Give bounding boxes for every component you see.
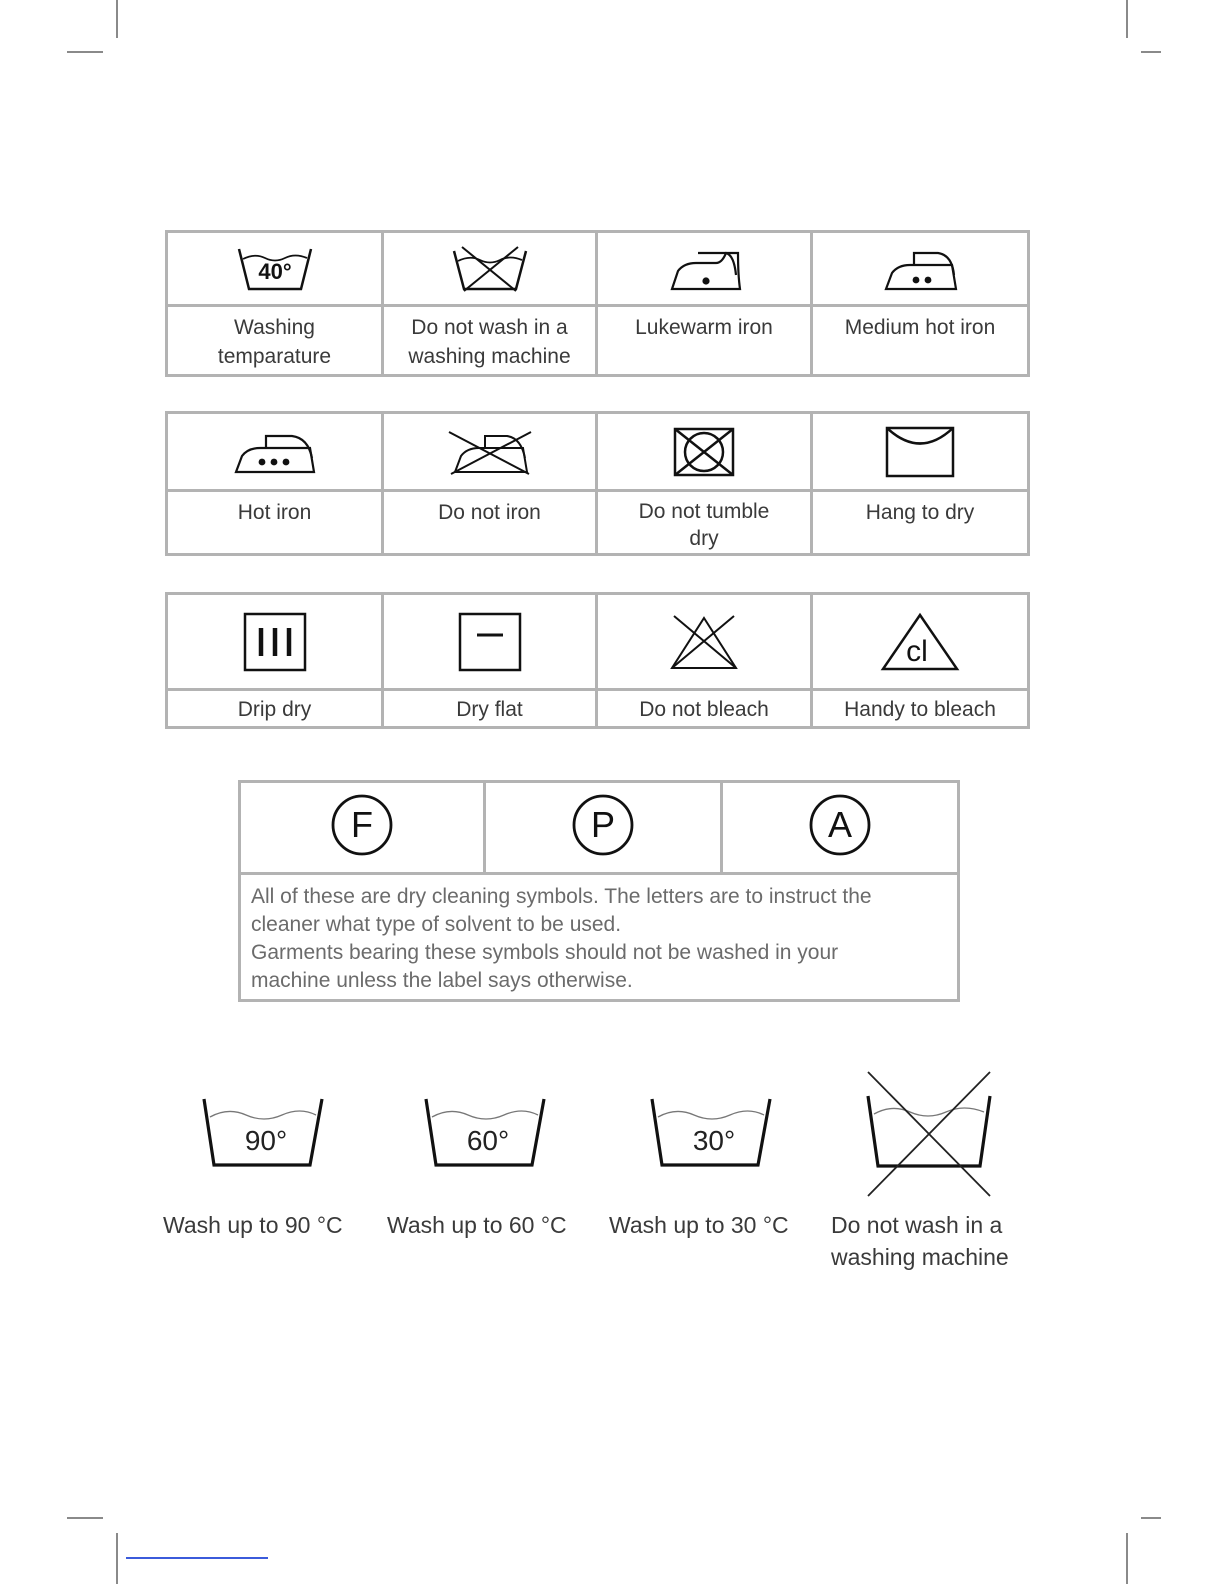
label-hot-iron: Hot iron — [237, 501, 312, 524]
dry-cleaning-text-line-1: All of these are dry cleaning symbols. The letters are to instruct the — [251, 885, 872, 908]
wash-90-temp: 90° — [244, 1125, 288, 1156]
wash-temp-text: 40° — [257, 258, 292, 284]
crop-mark-bottom-left-v — [116, 1533, 118, 1584]
crop-mark-bottom-right-h — [1141, 1517, 1161, 1519]
symbol-cell — [383, 413, 597, 491]
label-washing-temperature-2: temparature — [217, 345, 332, 368]
footer-rule — [126, 1557, 268, 1559]
dry-clean-p-cell — [485, 782, 722, 874]
label-do-not-tumble-dry-1: Do not tumble — [638, 500, 770, 523]
symbol-cell — [167, 232, 383, 306]
do-not-tumble-dry-icon — [672, 426, 736, 478]
do-not-wash-label-2: washing machine — [831, 1244, 1009, 1270]
circle-a-icon — [807, 792, 873, 858]
wash-30-caption — [609, 1209, 789, 1241]
bleach-cl-text: cl — [906, 634, 928, 668]
dry-flat-icon — [457, 611, 523, 673]
symbol-cell — [812, 594, 1029, 690]
label-cell — [812, 690, 1029, 728]
wash-tub-icon — [235, 245, 315, 293]
care-symbols-table-2 — [165, 411, 1030, 556]
circle-f-icon — [329, 792, 395, 858]
symbol-cell — [597, 232, 812, 306]
bleach-triangle-icon — [879, 611, 961, 673]
do-not-wash-caption — [831, 1209, 1009, 1273]
care-symbols-table-1 — [165, 230, 1030, 377]
label-cell — [383, 491, 597, 555]
label-cell — [597, 491, 812, 555]
symbol-cell — [383, 594, 597, 690]
label-handy-to-bleach: Handy to bleach — [844, 698, 996, 721]
dry-clean-letter-f: F — [351, 804, 373, 845]
do-not-wash-icon — [450, 245, 530, 293]
label-cell — [167, 491, 383, 555]
label-cell — [167, 690, 383, 728]
dry-cleaning-text-line-2: cleaner what type of solvent to be used. — [251, 913, 622, 936]
dry-cleaning-description — [240, 874, 959, 1001]
wash-60-caption — [387, 1209, 567, 1241]
symbol-cell — [383, 232, 597, 306]
label-do-not-wash-1: Do not wash in a — [411, 316, 568, 339]
label-hang-to-dry: Hang to dry — [865, 501, 975, 524]
iron-two-dots-icon — [880, 245, 960, 293]
wash-30-icon — [648, 1095, 776, 1171]
label-washing-temperature-1: Washing — [234, 316, 315, 339]
symbol-cell — [812, 413, 1029, 491]
wash-60-label: Wash up to 60 °C — [387, 1212, 567, 1238]
dry-clean-f-cell — [240, 782, 485, 874]
hang-to-dry-icon — [884, 425, 956, 479]
do-not-bleach-icon — [668, 612, 740, 672]
dry-cleaning-text-line-3: Garments bearing these symbols should not be washed in your — [251, 941, 839, 964]
do-not-wash-label-1: Do not wash in a — [831, 1212, 1003, 1238]
label-cell — [167, 306, 383, 376]
wash-30-temp: 30° — [692, 1125, 736, 1156]
iron-one-dot-icon — [664, 245, 744, 293]
crop-mark-top-left-h — [67, 51, 103, 53]
label-do-not-iron: Do not iron — [438, 501, 541, 524]
iron-three-dots-icon — [230, 428, 320, 476]
label-drip-dry: Drip dry — [237, 698, 312, 721]
dry-cleaning-text-line-4: machine unless the label says otherwise. — [251, 969, 633, 992]
circle-p-icon — [570, 792, 636, 858]
dry-clean-letter-p: P — [590, 804, 616, 845]
label-cell — [812, 306, 1029, 376]
dry-clean-letter-a: A — [827, 804, 853, 845]
wash-60-temp: 60° — [466, 1125, 510, 1156]
crop-mark-top-right-h — [1141, 51, 1161, 53]
crop-mark-top-left-v — [116, 0, 118, 38]
label-do-not-wash-2: washing machine — [408, 345, 571, 368]
care-symbols-table-3 — [165, 592, 1030, 729]
dry-cleaning-table — [238, 780, 960, 1002]
label-lukewarm-iron: Lukewarm iron — [635, 316, 773, 339]
wash-60-icon — [422, 1095, 550, 1171]
crop-mark-top-right-v — [1126, 0, 1128, 38]
do-not-iron-icon — [445, 428, 535, 476]
label-do-not-bleach: Do not bleach — [639, 698, 769, 721]
label-dry-flat: Dry flat — [456, 698, 523, 721]
symbol-cell — [167, 594, 383, 690]
label-medium-hot-iron: Medium hot iron — [844, 316, 996, 339]
do-not-wash-large-icon — [862, 1070, 996, 1198]
wash-30-label: Wash up to 30 °C — [609, 1212, 789, 1238]
label-cell — [383, 690, 597, 728]
wash-90-caption — [163, 1209, 343, 1241]
symbol-cell — [167, 413, 383, 491]
label-do-not-tumble-dry-2: dry — [689, 527, 719, 550]
wash-90-label: Wash up to 90 °C — [163, 1212, 343, 1238]
symbol-cell — [812, 232, 1029, 306]
label-cell — [597, 690, 812, 728]
crop-mark-bottom-right-v — [1126, 1533, 1128, 1584]
wash-90-icon — [200, 1095, 328, 1171]
label-cell — [812, 491, 1029, 555]
label-cell — [597, 306, 812, 376]
symbol-cell — [597, 413, 812, 491]
dry-clean-a-cell — [722, 782, 959, 874]
crop-mark-bottom-left-h — [67, 1517, 103, 1519]
drip-dry-icon — [242, 611, 308, 673]
label-cell — [383, 306, 597, 376]
symbol-cell — [597, 594, 812, 690]
